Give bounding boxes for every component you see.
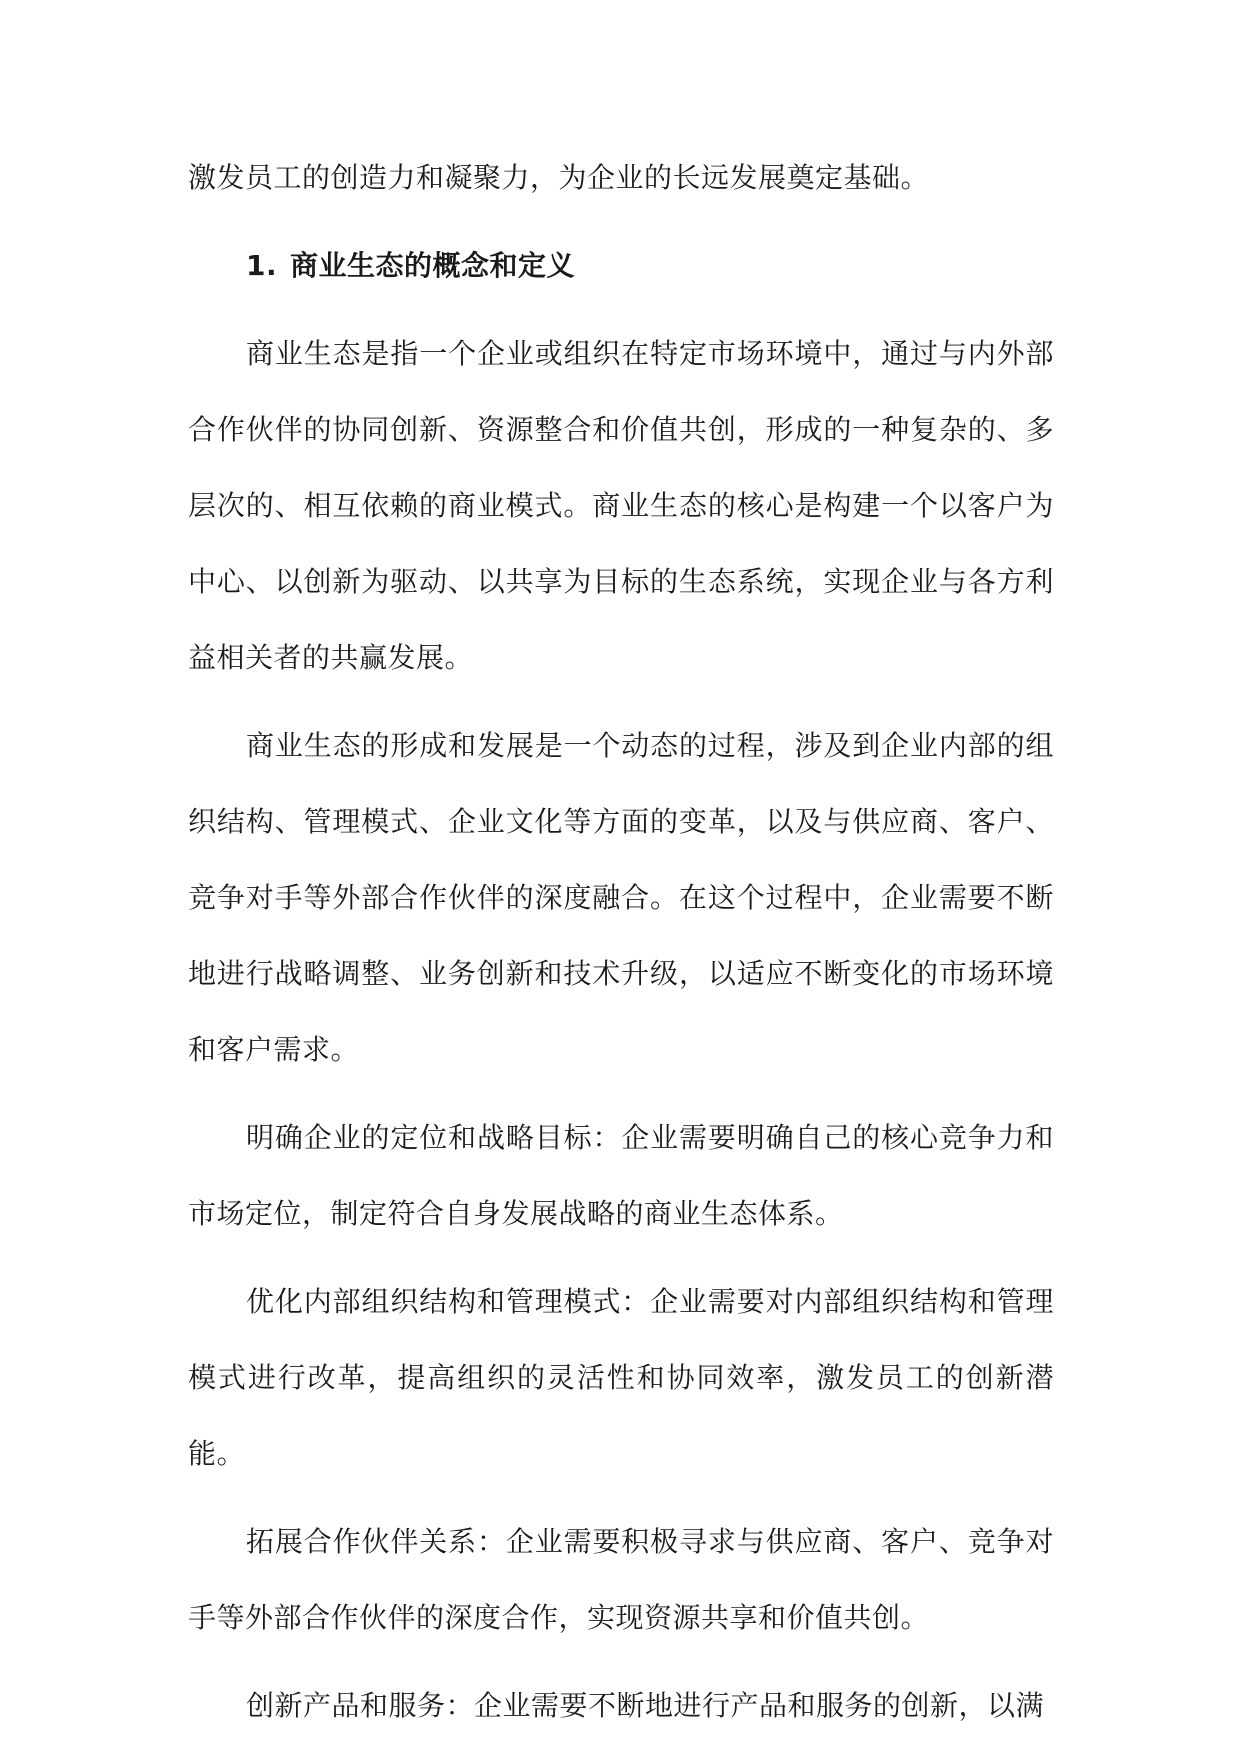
body-paragraph: 创新产品和服务：企业需要不断地进行产品和服务的创新，以满 [246, 1689, 1045, 1722]
document-body [188, 140, 1054, 1756]
body-paragraph: 优化内部组织结构和管理模式：企业需要对内部组织结构和管理模式进行改革，提高组织的灵活性和协同效率，激发员工的创新潜能。 [188, 1285, 1054, 1470]
body-paragraph: 商业生态是指一个企业或组织在特定市场环境中，通过与内外部合作伙伴的协同创新、资源整合和价值共创，形成的一种复杂的、多层次的、相互依赖的商业模式。商业生态的核心是构建一个以客户为中心、以创新为驱动、以共享为目标的生态系统，实现企业与各方利益相关者的共赢发展。 [188, 337, 1054, 674]
section-heading [188, 228, 1054, 304]
body-paragraph: 商业生态的形成和发展是一个动态的过程，涉及到企业内部的组织结构、管理模式、企业文化等方面的变革，以及与供应商、客户、竞争对手等外部合作伙伴的深度融合。在这个过程中，企业需要不断地进行战略调整、业务创新和技术升级，以适应不断变化的市场环境和客户需求。 [188, 729, 1054, 1066]
section-title: 商业生态的概念和定义 [290, 249, 576, 282]
body-paragraph: 明确企业的定位和战略目标：企业需要明确自己的核心竞争力和市场定位，制定符合自身发展战略的商业生态体系。 [188, 1121, 1054, 1230]
section-number: 1. [246, 249, 278, 282]
body-paragraph: 拓展合作伙伴关系：企业需要积极寻求与供应商、客户、竞争对手等外部合作伙伴的深度合作，实现资源共享和价值共创。 [188, 1525, 1054, 1634]
continuation-paragraph: 激发员工的创造力和凝聚力，为企业的长远发展奠定基础。 [188, 161, 930, 194]
